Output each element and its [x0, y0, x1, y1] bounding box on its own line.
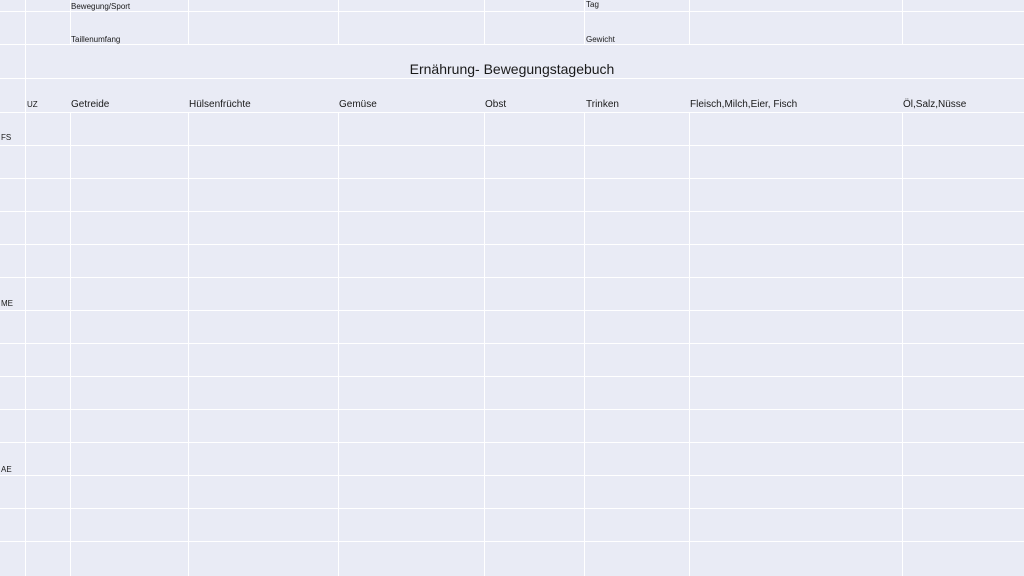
grid-row-line [0, 44, 1024, 45]
waist-value-cell[interactable] [189, 12, 338, 44]
exercise-label: Bewegung/Sport [71, 2, 131, 11]
waist-label: Taillenumfang [71, 35, 121, 44]
column-header-legumes: Hülsenfrüchte [189, 99, 251, 110]
column-header-fruit: Obst [485, 99, 507, 110]
page-title: Ernährung- Bewegungstagebuch [409, 61, 615, 77]
grid-row-line [0, 78, 1024, 79]
weight-value-cell[interactable] [690, 12, 902, 44]
day-value-cell[interactable] [690, 0, 902, 11]
day-label: Tag [586, 0, 599, 9]
column-header-drinks: Trinken [586, 99, 619, 110]
column-header-grains: Getreide [71, 99, 110, 110]
row-label-lunch: ME [1, 299, 13, 308]
column-header-vegetables: Gemüse [339, 99, 377, 110]
diary-entry-area[interactable] [26, 113, 1024, 576]
grid-col-line [338, 0, 339, 44]
grid-col-line [584, 0, 585, 44]
exercise-value-cell[interactable] [189, 0, 338, 11]
grid-col-line [902, 0, 903, 44]
row-label-breakfast: FS [1, 133, 12, 142]
weight-label: Gewicht [586, 35, 615, 44]
grid-col-line [484, 0, 485, 44]
row-label-dinner: AE [1, 465, 12, 474]
column-header-fats: Öl,Salz,Nüsse [903, 99, 967, 110]
column-header-protein: Fleisch,Milch,Eier, Fisch [690, 99, 798, 110]
column-header-time: UZ [27, 100, 38, 109]
